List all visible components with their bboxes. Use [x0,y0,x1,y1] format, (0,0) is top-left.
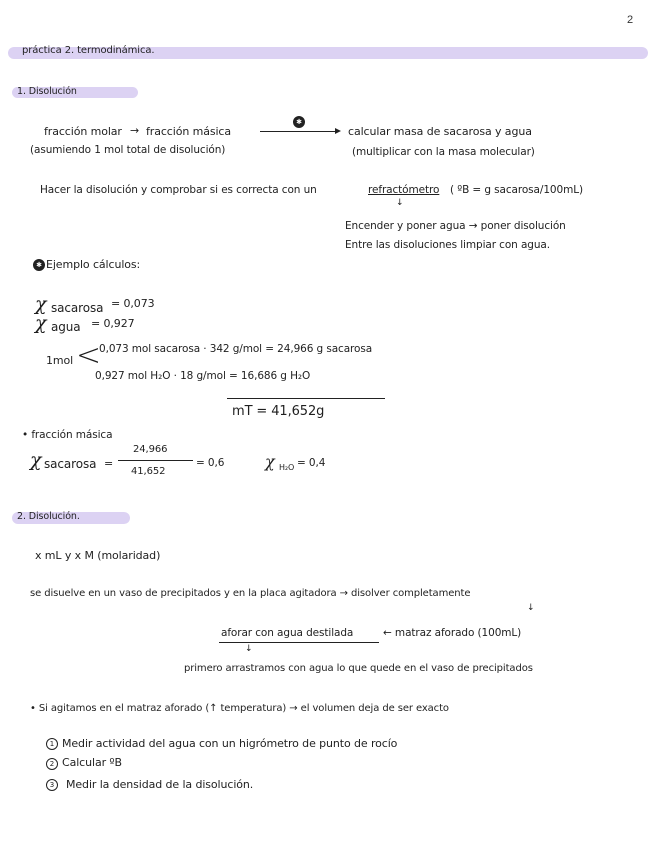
chi-sacarosa-result: = 0,6 [196,457,225,469]
asterisk-circle-icon-2: ✱ [33,259,45,271]
entre-text: Entre las disoluciones limpiar con agua. [345,239,550,251]
fraction-bar [118,460,193,461]
aforar-text: aforar con agua destilada [221,627,354,639]
page-number: 2 [627,14,634,26]
down-arrow-icon: ↓ [396,198,404,208]
frac-masica-label: • fracción másica [22,429,113,441]
agua-subscript: agua [51,320,81,334]
step-text-3: Medir la densidad de la disolución. [66,778,254,791]
h2o-subscript: H₂O [279,463,295,472]
asumiendo-note: (asumiendo 1 mol total de disolución) [30,144,226,156]
asterisk-circle-icon: ✱ [293,116,305,128]
hacer-text: Hacer la disolución y comprobar si es correcta con un [40,184,317,196]
step-text-2: Calcular ºB [62,756,122,769]
calc-arrow-head [335,128,341,134]
sacarosa-subscript-2: sacarosa [44,457,97,471]
primero-text: primero arrastramos con agua lo que quede en el vaso de precipitados [184,663,533,674]
aforar-underline [219,642,379,643]
section2-heading: 2. Disolución. [17,511,80,522]
refract-note: ( ºB = g sacarosa/100mL) [450,184,583,196]
calc-line-1: 0,073 mol sacarosa · 342 g/mol = 24,966 g sacarosa [99,343,373,355]
frac-denominator: 41,652 [131,466,166,477]
agua-value: = 0,927 [91,317,135,330]
refractometro-text: refractómetro [368,184,440,196]
chi-symbol-3: χ [30,449,42,471]
less-than-brace-icon: < [76,338,102,373]
sum-line [227,398,385,399]
frac-molar: fracción molar [44,125,122,138]
down-arrow-icon-3: ↓ [245,644,253,654]
step-number-1: 1 [46,738,58,750]
calc-line-2: 0,927 mol H₂O · 18 g/mol = 16,686 g H₂O [95,370,311,382]
si-agitamos-text: • Si agitamos en el matraz aforado (↑ temperatura) → el volumen deja de ser exacto [30,703,449,714]
step-number-3: 3 [46,779,58,791]
down-arrow-icon-2: ↓ [527,603,535,613]
section1-heading: 1. Disolución [17,86,77,97]
page-title: práctica 2. termodinámica. [22,45,155,56]
ejemplo-label: Ejemplo cálculos: [46,258,141,271]
frac-masica: fracción másica [146,125,232,138]
mol-label: 1mol [46,354,74,367]
chi-symbol-2: χ [35,312,47,334]
total-mass: mT = 41,652g [232,404,325,419]
xml-line: x mL y x M (molaridad) [35,549,161,562]
equals-sign: = [104,457,114,470]
h2o-value: = 0,4 [297,457,326,469]
matraz-text: ← matraz aforado (100mL) [383,627,522,639]
encender-text: Encender y poner agua → poner disolución [345,220,566,232]
frac-numerator: 24,966 [133,444,168,455]
sacarosa-value: = 0,073 [111,297,155,310]
calcular-text: calcular masa de sacarosa y agua [348,125,532,138]
step-text-1: Medir actividad del agua con un higrómetro de punto de rocío [62,737,398,750]
multiplicar-note: (multiplicar con la masa molecular) [352,146,535,158]
step-number-2: 2 [46,758,58,770]
disuelve-text: se disuelve en un vaso de precipitados y en la placa agitadora → disolver completamente [30,588,471,599]
calc-arrow-line [260,131,336,132]
sacarosa-subscript: sacarosa [51,301,104,315]
chi-symbol: χ [35,293,47,315]
arrow-to-masica: → [130,124,140,137]
chi-symbol-4: χ [265,452,275,471]
